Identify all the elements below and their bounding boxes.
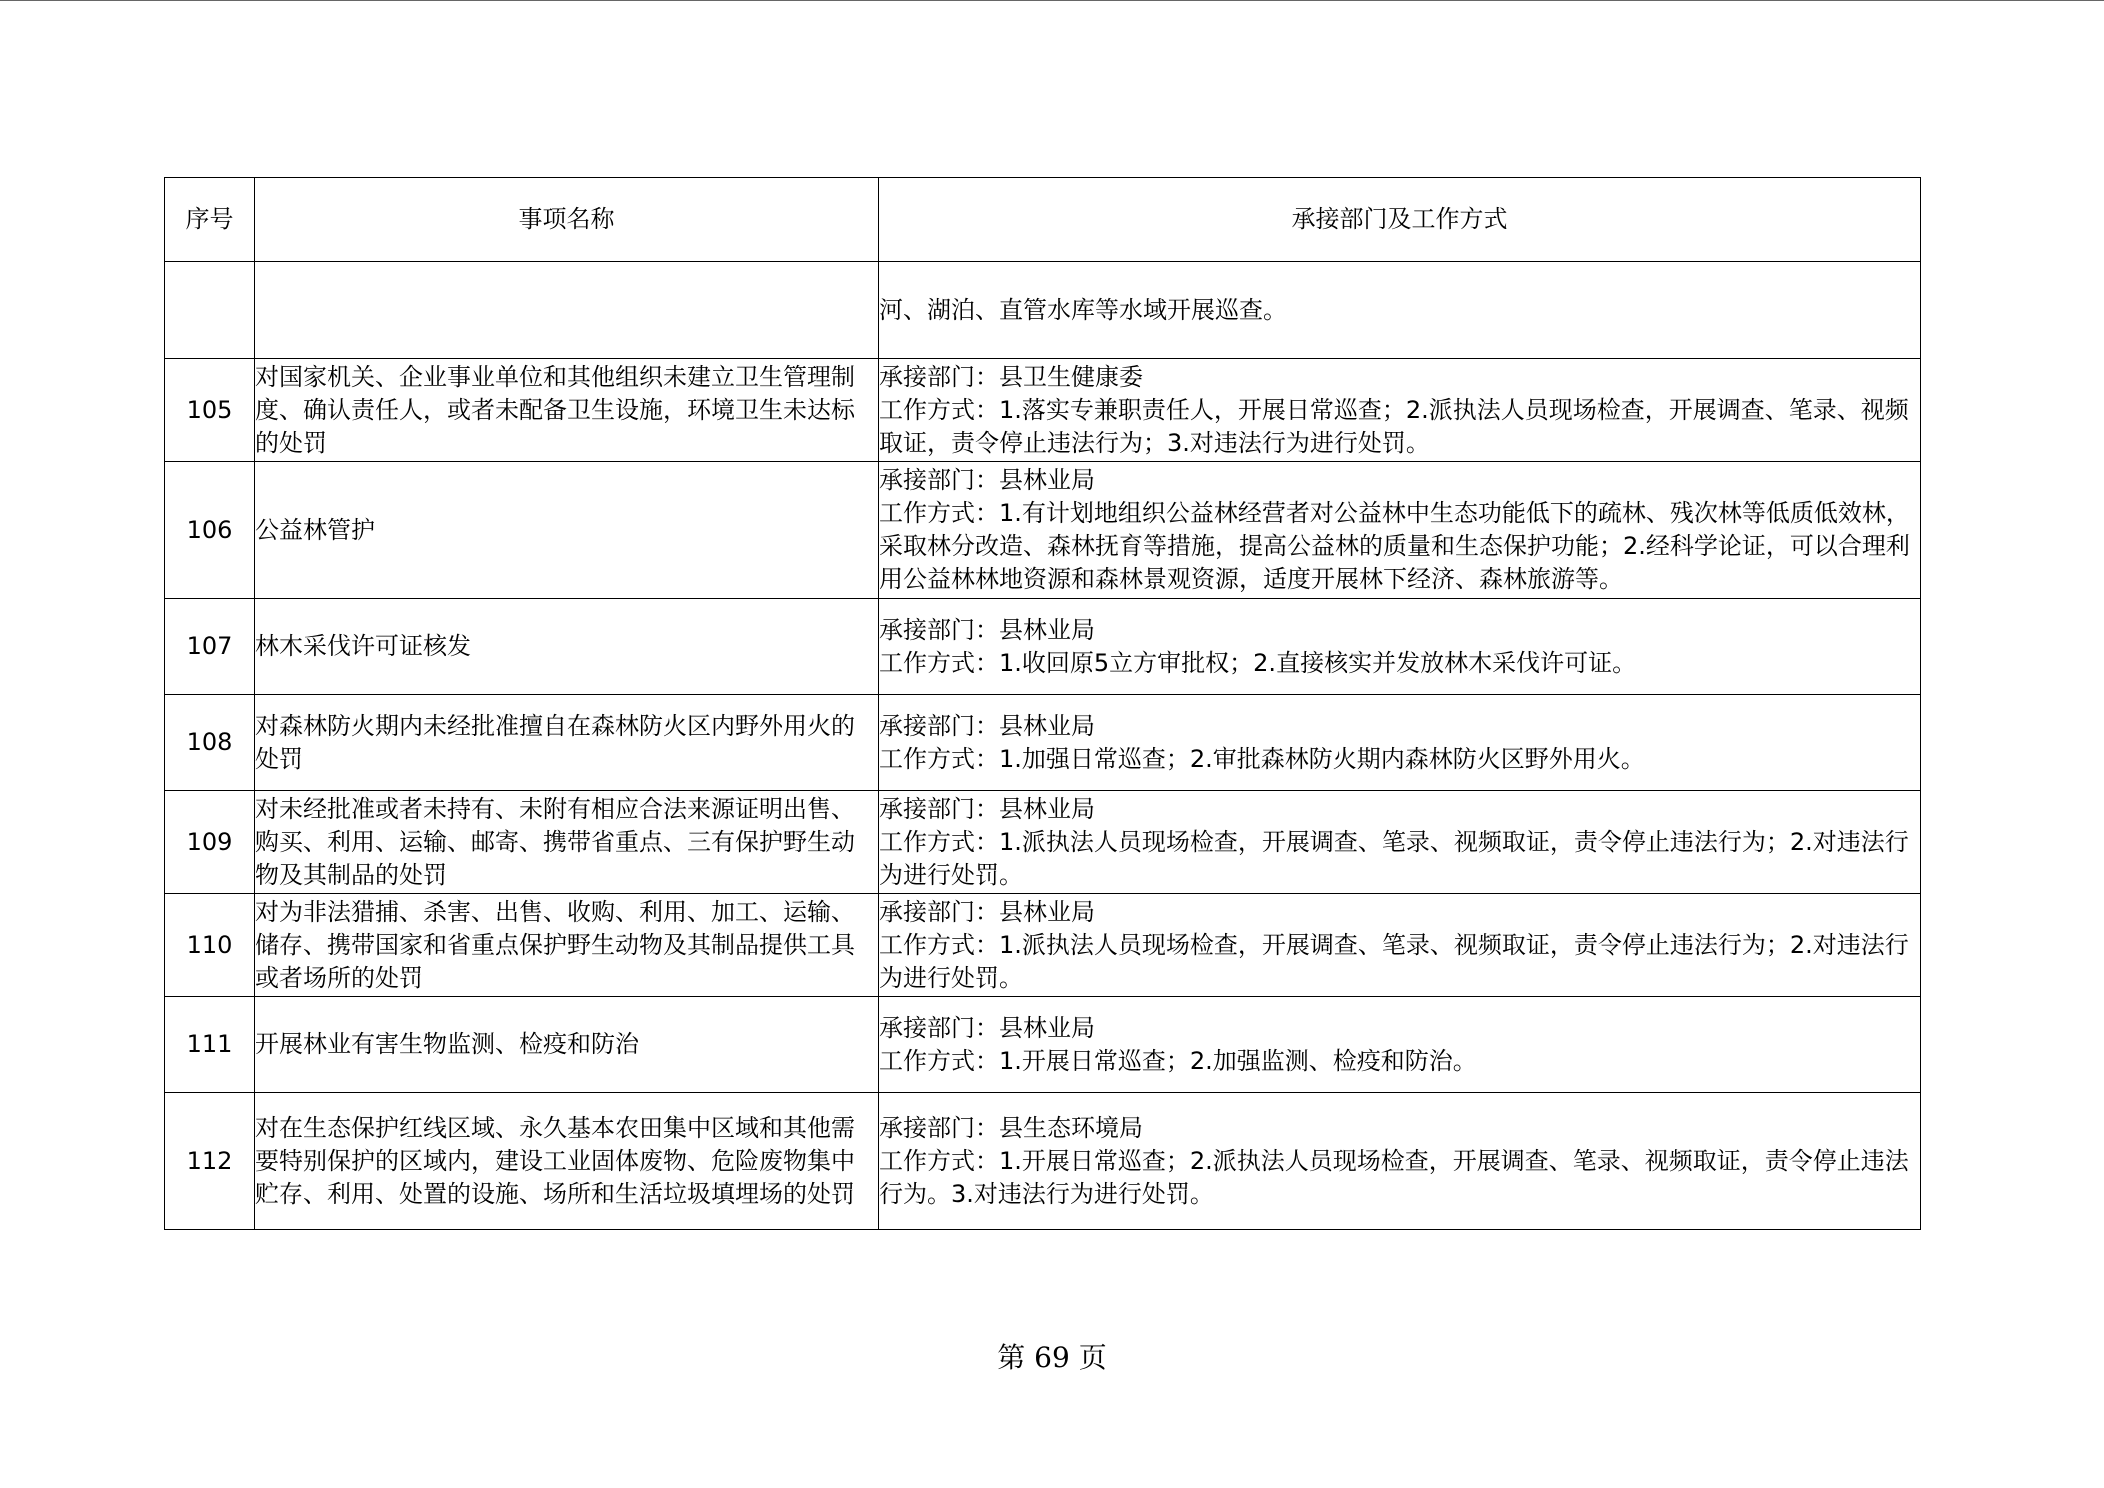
row-dept-method: 河、湖泊、直管水库等水域开展巡查。 bbox=[879, 262, 1921, 359]
method-text: 工作方式：1.派执法人员现场检查，开展调查、笔录、视频取证，责令停止违法行为；2.对违法行为进行处罚。 bbox=[879, 827, 1909, 889]
row-dept-method bbox=[879, 997, 1921, 1093]
dept-text: 承接部门：县卫生健康委 bbox=[879, 362, 1143, 391]
table-row bbox=[165, 695, 1921, 791]
page-number-footer bbox=[0, 1336, 2104, 1376]
dept-text: 承接部门：县林业局 bbox=[879, 466, 1095, 494]
header-serial: 序号 bbox=[165, 178, 255, 262]
method-text: 工作方式：1.开展日常巡查；2.加强监测、检疫和防治。 bbox=[879, 1046, 1477, 1075]
row-name: 对森林防火期内未经批准擅自在森林防火区内野外用火的处罚 bbox=[255, 695, 879, 791]
table-row bbox=[165, 791, 1921, 894]
table-row bbox=[165, 599, 1921, 695]
table-row bbox=[165, 997, 1921, 1093]
row-dept-method bbox=[879, 791, 1921, 894]
method-text: 工作方式：1.落实专兼职责任人，开展日常巡查；2.派执法人员现场检查，开展调查、笔录、视频取证，责令停止违法行为；3.对违法行为进行处罚。 bbox=[879, 395, 1909, 457]
table-header-row bbox=[165, 178, 1921, 262]
row-dept-method bbox=[879, 894, 1921, 997]
row-name: 开展林业有害生物监测、检疫和防治 bbox=[255, 997, 879, 1093]
row-serial: 109 bbox=[165, 791, 255, 894]
row-dept-method bbox=[879, 1093, 1921, 1230]
header-item-name: 事项名称 bbox=[255, 178, 879, 262]
table-row-continuation bbox=[165, 262, 1921, 359]
row-name: 林木采伐许可证核发 bbox=[255, 599, 879, 695]
row-dept-method bbox=[879, 359, 1921, 462]
dept-text: 承接部门：县林业局 bbox=[879, 615, 1095, 644]
dept-text: 承接部门：县生态环境局 bbox=[879, 1113, 1143, 1142]
table-row bbox=[165, 462, 1921, 599]
row-serial: 111 bbox=[165, 997, 255, 1093]
row-dept-method bbox=[879, 599, 1921, 695]
row-dept-method bbox=[879, 462, 1921, 599]
table-row bbox=[165, 1093, 1921, 1230]
method-text: 工作方式：1.收回原5立方审批权；2.直接核实并发放林木采伐许可证。 bbox=[879, 648, 1637, 677]
dept-text: 承接部门：县林业局 bbox=[879, 897, 1095, 926]
row-serial: 108 bbox=[165, 695, 255, 791]
table-row bbox=[165, 359, 1921, 462]
row-dept-method bbox=[879, 695, 1921, 791]
row-name: 公益林管护 bbox=[255, 462, 879, 599]
method-text: 工作方式：1.加强日常巡查；2.审批森林防火期内森林防火区野外用火。 bbox=[879, 744, 1645, 773]
dept-text: 承接部门：县林业局 bbox=[879, 711, 1095, 740]
method-text: 工作方式：1.开展日常巡查；2.派执法人员现场检查，开展调查、笔录、视频取证，责令停止违法行为。3.对违法行为进行处罚。 bbox=[879, 1146, 1909, 1208]
method-text: 工作方式：1.派执法人员现场检查，开展调查、笔录、视频取证，责令停止违法行为；2.对违法行为进行处罚。 bbox=[879, 930, 1909, 992]
row-serial: 112 bbox=[165, 1093, 255, 1230]
row-serial: 110 bbox=[165, 894, 255, 997]
dept-text: 承接部门：县林业局 bbox=[879, 1013, 1095, 1042]
method-text: 工作方式：1.有计划地组织公益林经营者对公益林中生态功能低下的疏林、残次林等低质低效林，采取林分改造、森林抚育等措施，提高公益林的质量和生态保护功能；2.经科学论证，可以合理利用公益林林地资源和森林景观资源，适度开展林下经济、森林旅游等。 bbox=[879, 499, 1910, 593]
row-name bbox=[255, 262, 879, 359]
row-serial: 105 bbox=[165, 359, 255, 462]
row-name: 对在生态保护红线区域、永久基本农田集中区域和其他需要特别保护的区域内，建设工业固体废物、危险废物集中贮存、利用、处置的设施、场所和生活垃圾填埋场的处罚 bbox=[255, 1093, 879, 1230]
top-border-line bbox=[0, 0, 2104, 1]
row-serial: 107 bbox=[165, 599, 255, 695]
page-prefix: 第 bbox=[997, 1341, 1026, 1374]
row-serial bbox=[165, 262, 255, 359]
row-name: 对为非法猎捕、杀害、出售、收购、利用、加工、运输、储存、携带国家和省重点保护野生动物及其制品提供工具或者场所的处罚 bbox=[255, 894, 879, 997]
dept-text: 承接部门：县林业局 bbox=[879, 794, 1095, 823]
matters-table bbox=[164, 177, 1921, 1230]
header-dept-method: 承接部门及工作方式 bbox=[879, 178, 1921, 262]
row-serial: 106 bbox=[165, 462, 255, 599]
page-suffix: 页 bbox=[1078, 1341, 1107, 1374]
table-row bbox=[165, 894, 1921, 997]
page-number: 69 bbox=[1034, 1341, 1070, 1374]
row-name: 对国家机关、企业事业单位和其他组织未建立卫生管理制度、确认责任人，或者未配备卫生设施，环境卫生未达标的处罚 bbox=[255, 359, 879, 462]
row-name: 对未经批准或者未持有、未附有相应合法来源证明出售、购买、利用、运输、邮寄、携带省重点、三有保护野生动物及其制品的处罚 bbox=[255, 791, 879, 894]
